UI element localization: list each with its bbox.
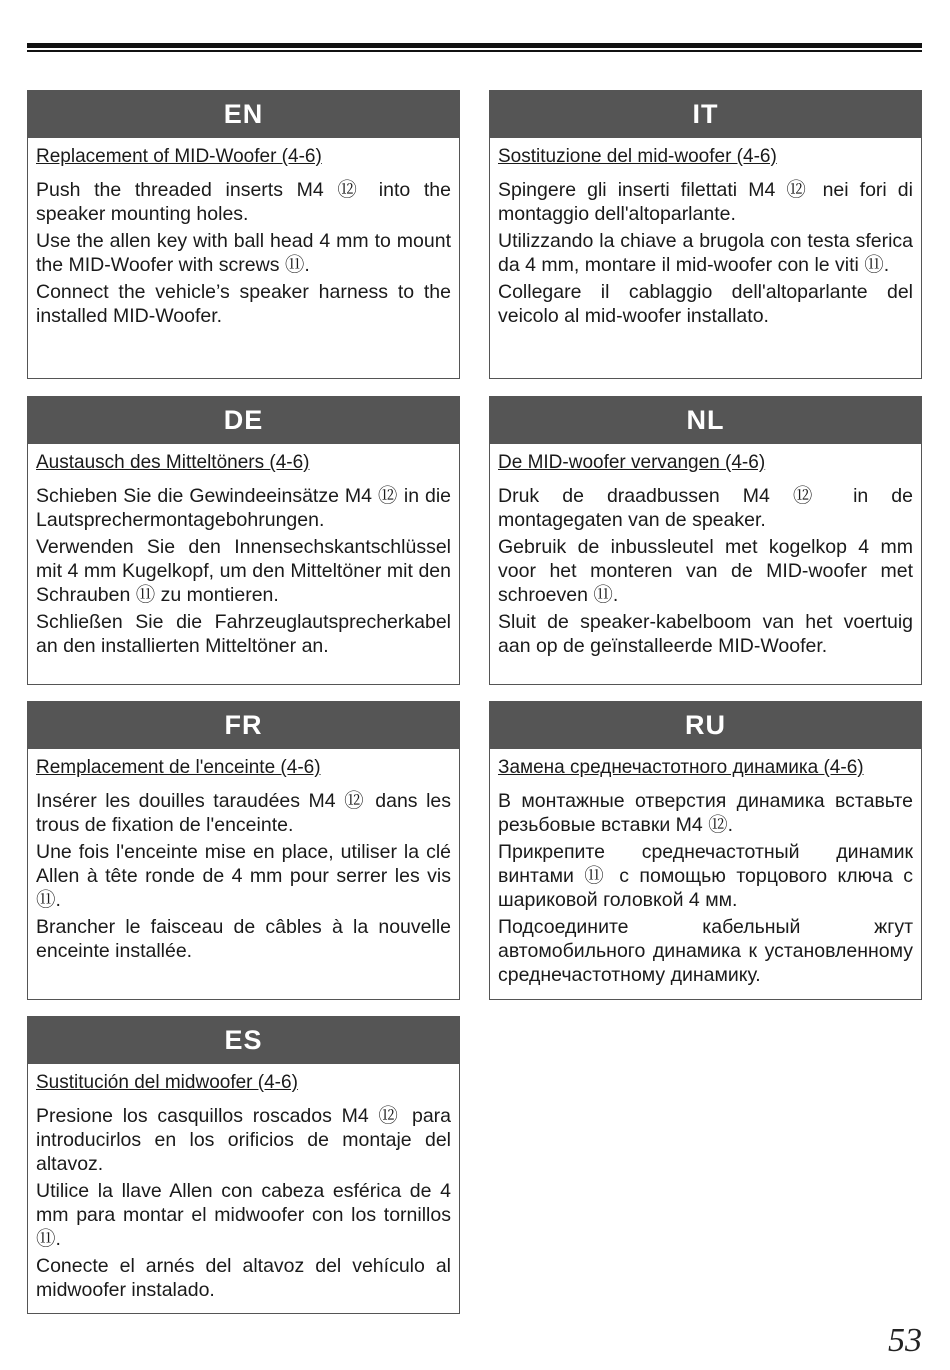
section-de-heading: DE	[28, 397, 459, 444]
section-en-title: Replacement of MID-Woofer (4-6)	[36, 146, 322, 167]
section-de-step-1: Schieben Sie die Gewindeeinsätze M4 ⑫ in die Lautsprechermontagebohrungen.	[36, 485, 451, 531]
section-de-step-2: Verwenden Sie den Innensechskantschlüssel mit 4 mm Kugelkopf, um den Mitteltöner mit den Schrauben ⑪ zu montieren.	[36, 536, 451, 606]
section-es-step-2: Utilice la llave Allen con cabeza esférica de 4 mm para montar el midwoofer con los tornillos ⑪.	[36, 1180, 451, 1250]
header-rule-thin	[27, 50, 922, 52]
header-rule	[27, 43, 922, 48]
section-ru-title: Замена среднечастотного динамика (4-6)	[498, 757, 864, 778]
section-de-step-3: Schließen Sie die Fahrzeuglautsprecherkabel an den installierten Mitteltöner an.	[36, 611, 451, 657]
section-es-heading: ES	[28, 1017, 459, 1064]
section-en-step-2: Use the allen key with ball head 4 mm to mount the MID-Woofer with screws ⑪.	[36, 230, 451, 276]
section-es	[27, 1016, 460, 1314]
section-it-step-2: Utilizzando la chiave a brugola con testa sferica da 4 mm, montare il mid-woofer con le viti ⑪.	[498, 230, 913, 276]
section-nl-step-1: Druk de draadbussen M4 ⑫ in de montagegaten van de speaker.	[498, 485, 913, 531]
page-number: 53	[888, 1322, 922, 1359]
section-es-step-3: Conecte el arnés del altavoz del vehículo al midwoofer instalado.	[36, 1255, 451, 1301]
section-it-step-1: Spingere gli inserti filettati M4 ⑫ nei fori di montaggio dell'altoparlante.	[498, 179, 913, 225]
section-ru-step-3: Подсоедините кабельный жгут автомобильного динамика к установленному среднечастотному динамику.	[498, 916, 913, 986]
section-en-step-3: Connect the vehicle’s speaker harness to the installed MID-Woofer.	[36, 281, 451, 327]
section-en-heading: EN	[28, 91, 459, 138]
section-nl-step-2: Gebruik de inbussleutel met kogelkop 4 mm voor het monteren van de MID-woofer met schroeven ⑪.	[498, 536, 913, 606]
section-nl-title: De MID-woofer vervangen (4-6)	[498, 452, 766, 473]
section-it	[489, 90, 922, 379]
section-fr-heading: FR	[28, 702, 459, 749]
section-de-title: Austausch des Mitteltöners (4-6)	[36, 452, 310, 473]
section-en-step-1: Push the threaded inserts M4 ⑫ into the speaker mounting holes.	[36, 179, 451, 225]
section-nl	[489, 396, 922, 685]
section-fr-step-2: Une fois l'enceinte mise en place, utiliser la clé Allen à tête ronde de 4 mm pour serrer les vis ⑪.	[36, 841, 451, 911]
section-nl-step-3: Sluit de speaker-kabelboom van het voertuig aan op de geïnstalleerde MID-Woofer.	[498, 611, 913, 657]
section-it-heading: IT	[490, 91, 921, 138]
section-ru-step-1: В монтажные отверстия динамика вставьте резьбовые вставки M4 ⑫.	[498, 790, 913, 836]
section-ru	[489, 701, 922, 1000]
section-de	[27, 396, 460, 685]
section-es-step-1: Presione los casquillos roscados M4 ⑫ para introducirlos en los orificios de montaje del altavoz.	[36, 1105, 451, 1175]
section-fr-title: Remplacement de l'enceinte (4-6)	[36, 757, 321, 778]
section-ru-heading: RU	[490, 702, 921, 749]
section-it-title: Sostituzione del mid-woofer (4-6)	[498, 146, 777, 167]
section-it-step-3: Collegare il cablaggio dell'altoparlante del veicolo al mid-woofer installato.	[498, 281, 913, 327]
section-es-title: Sustitución del midwoofer (4-6)	[36, 1072, 298, 1093]
section-en	[27, 90, 460, 379]
section-ru-step-2: Прикрепите среднечастотный динамик винтами ⑪ с помощью торцового ключа с шариковой головкой 4 мм.	[498, 841, 913, 911]
section-fr-step-1: Insérer les douilles taraudées M4 ⑫ dans les trous de fixation de l'enceinte.	[36, 790, 451, 836]
section-fr	[27, 701, 460, 1000]
section-fr-step-3: Brancher le faisceau de câbles à la nouvelle enceinte installée.	[36, 916, 451, 962]
section-nl-heading: NL	[490, 397, 921, 444]
